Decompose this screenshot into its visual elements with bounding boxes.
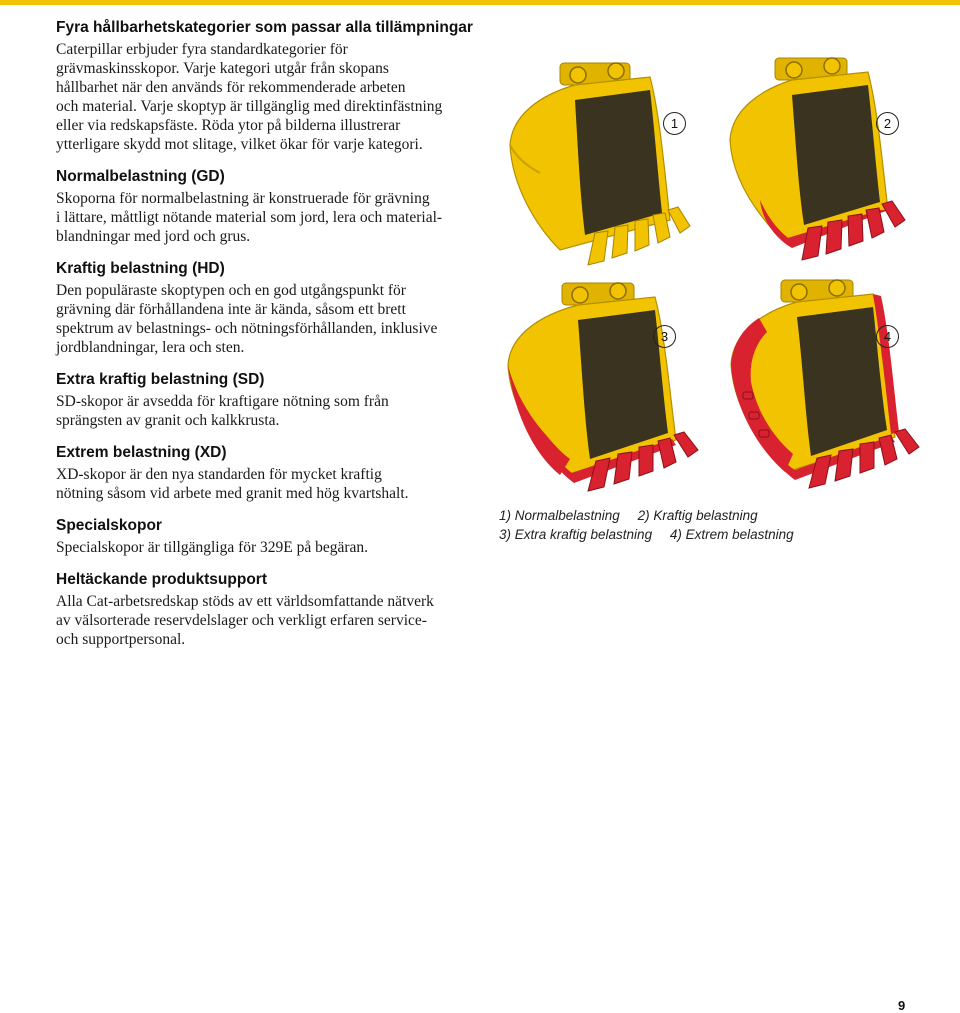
heading-general-duty: Normalbelastning (GD) [56,168,225,185]
text-line: hållbarhet när den används för rekommenderade arbeten [56,79,406,96]
figure-number-1: 1 [663,112,686,135]
heading-special-buckets: Specialskopor [56,517,162,534]
caption-heavy-duty: 2) Kraftig belastning [637,508,758,523]
page-number: 9 [898,998,906,1013]
text-line: Alla Cat-arbetsredskap stöds av ett världsomfattande nätverk [56,593,434,610]
paragraph-extreme-duty [56,465,476,503]
text-line: eller via redskapsfäste. Röda ytor på bilderna illustrerar [56,117,401,134]
caption-general-duty: 1) Normalbelastning [499,508,620,523]
bucket-image-extreme-duty [723,272,938,492]
text-line: och material. Varje skoptyp är tillgänglig med direktinfästning [56,98,443,115]
section-durability-categories [56,18,476,154]
bucket-image-severe-duty [500,275,715,495]
text-line: XD-skopor är den nya standarden för mycket kraftig [56,466,382,483]
text-line: i lättare, måttligt nötande material som jord, lera och material- [56,209,443,226]
paragraph-heavy-duty [56,281,476,357]
figure-number-2: 2 [876,112,899,135]
text-line: Skoporna för normalbelastning är konstruerade för grävning [56,190,430,207]
heading-durability-categories: Fyra hållbarhetskategorier som passar alla tillämpningar [56,19,473,36]
text-line: Den populäraste skoptypen och en god utgångspunkt för [56,282,406,299]
heading-heavy-duty: Kraftig belastning (HD) [56,260,225,277]
paragraph-durability-categories [56,40,476,154]
text-line: grävning där förhållandena inte är kända, såsom ett brett [56,301,406,318]
section-general-duty [56,167,476,246]
text-line: och supportpersonal. [56,631,186,648]
text-line: spektrum av belastnings- och nötningsförhållanden, inklusive [56,320,438,337]
heading-extreme-duty: Extrem belastning (XD) [56,444,227,461]
bucket-figure [495,40,940,500]
paragraph-special-buckets [56,538,476,557]
text-line: SD-skopor är avsedda för kraftigare nötning som från [56,393,389,410]
paragraph-product-support [56,592,476,649]
caption-extreme-duty: 4) Extrem belastning [669,527,794,542]
text-line: nötning såsom vid arbete med granit med hög kvartshalt. [56,485,409,502]
figure-caption [499,506,919,544]
figure-number-3: 3 [653,325,676,348]
text-line: Caterpillar erbjuder fyra standardkategorier för [56,41,348,58]
caption-severe-duty: 3) Extra kraftig belastning [499,527,653,542]
text-column [56,18,476,662]
section-severe-duty [56,370,476,430]
bucket-image-general-duty [500,55,705,270]
section-heavy-duty [56,259,476,357]
paragraph-severe-duty [56,392,476,430]
figure-number-4: 4 [876,325,899,348]
section-extreme-duty [56,443,476,503]
text-line: blandningar med jord och grus. [56,228,251,245]
text-line: jordblandningar, lera och sten. [56,339,245,356]
text-line: ytterligare skydd mot slitage, vilket ökar för varje kategori. [56,136,423,153]
heading-severe-duty: Extra kraftig belastning (SD) [56,371,265,388]
paragraph-general-duty [56,189,476,246]
top-accent-bar [0,0,960,5]
text-line: Specialskopor är tillgängliga för 329E på begäran. [56,539,369,556]
heading-product-support: Heltäckande produktsupport [56,571,267,588]
text-line: grävmaskinsskopor. Varje kategori utgår från skopans [56,60,389,77]
text-line: sprängsten av granit och kalkkrusta. [56,412,280,429]
section-special-buckets [56,516,476,557]
section-product-support [56,570,476,649]
text-line: av välsorterade reservdelslager och verkligt erfaren service- [56,612,427,629]
bucket-image-heavy-duty [720,50,925,265]
